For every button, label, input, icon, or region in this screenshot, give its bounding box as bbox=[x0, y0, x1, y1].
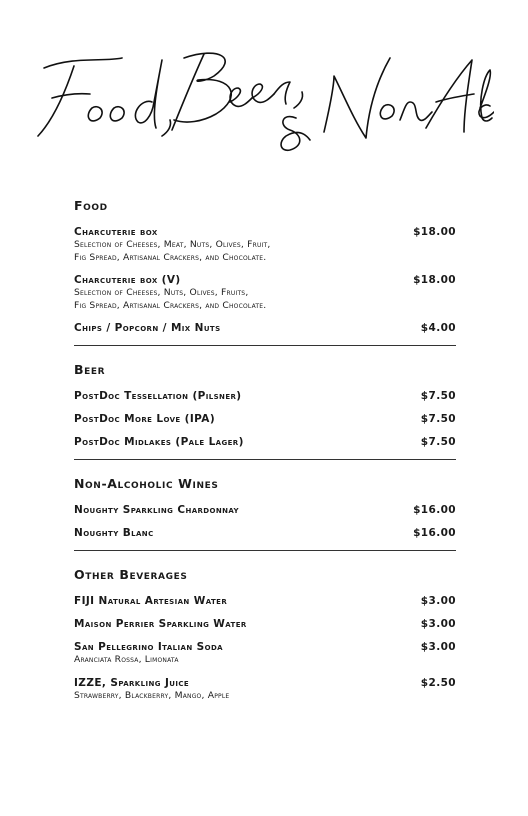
menu-item-text bbox=[74, 595, 412, 608]
item-name: PostDoc Midlakes (Pale Lager) bbox=[74, 436, 244, 448]
item-name: Maison Perrier Sparkling Water bbox=[74, 618, 247, 630]
menu-item-text bbox=[74, 274, 412, 312]
item-price: $16.00 bbox=[413, 527, 456, 539]
menu-section bbox=[74, 198, 456, 335]
menu-item bbox=[74, 226, 456, 264]
menu-item-text bbox=[74, 677, 412, 703]
menu-item bbox=[74, 274, 456, 312]
item-description: Fig Spread, Artisanal Crackers, and Chocolate. bbox=[74, 251, 267, 263]
menu-item bbox=[74, 677, 456, 703]
menu-item bbox=[74, 618, 456, 631]
menu-item bbox=[74, 527, 456, 540]
section-divider bbox=[74, 550, 456, 551]
menu-item bbox=[74, 413, 456, 426]
menu-item bbox=[74, 595, 456, 608]
section-divider bbox=[74, 345, 456, 346]
section-title: Food bbox=[74, 198, 108, 213]
item-price: $7.50 bbox=[420, 436, 456, 448]
item-price: $7.50 bbox=[420, 390, 456, 402]
menu-section bbox=[74, 362, 456, 449]
item-name: Charcuterie box bbox=[74, 226, 158, 238]
menu-item bbox=[74, 641, 456, 667]
menu-item bbox=[74, 436, 456, 449]
item-name: PostDoc More Love (IPA) bbox=[74, 413, 216, 425]
menu-item-text bbox=[74, 226, 412, 264]
item-price: $4.00 bbox=[420, 322, 456, 334]
item-name: PostDoc Tessellation (Pilsner) bbox=[74, 390, 242, 402]
item-price: $2.50 bbox=[420, 676, 456, 689]
menu-item-text bbox=[74, 527, 412, 540]
item-description: Selection of Cheeses, Nuts, Olives, Fruits, bbox=[74, 287, 249, 298]
item-description: Selection of Cheeses, Meat, Nuts, Olives, Fruit, bbox=[74, 239, 271, 250]
section-title: Other Beverages bbox=[74, 567, 188, 582]
menu bbox=[74, 198, 456, 712]
item-price: $3.00 bbox=[420, 641, 456, 653]
menu-item bbox=[74, 322, 456, 335]
item-price: $18.00 bbox=[413, 226, 456, 238]
menu-item-text bbox=[74, 641, 412, 667]
menu-item-text bbox=[74, 436, 412, 449]
section-title: Non-Alcoholic Wines bbox=[74, 476, 219, 491]
item-description: Fig Spread, Artisanal Crackers, and Chocolate. bbox=[74, 299, 267, 311]
menu-section bbox=[74, 567, 456, 702]
menu-item-text bbox=[74, 322, 412, 335]
item-name: Noughty Blanc bbox=[74, 527, 154, 539]
script-title-svg bbox=[34, 36, 494, 156]
item-name: San Pellegrino Italian Soda bbox=[74, 641, 223, 653]
item-price: $3.00 bbox=[420, 595, 456, 607]
menu-item-text bbox=[74, 413, 412, 426]
item-name: Charcuterie box (V) bbox=[74, 274, 181, 286]
menu-section bbox=[74, 476, 456, 540]
menu-item bbox=[74, 504, 456, 517]
menu-item-text bbox=[74, 504, 412, 517]
item-name: Noughty Sparkling Chardonnay bbox=[74, 504, 239, 516]
item-price: $3.00 bbox=[420, 618, 456, 630]
menu-item bbox=[74, 390, 456, 403]
item-name: IZZE, Sparkling Juice bbox=[74, 676, 190, 689]
item-name: Chips / Popcorn / Mix Nuts bbox=[74, 322, 221, 334]
menu-item-text bbox=[74, 390, 412, 403]
item-description: Strawberry, Blackberry, Mango, Apple bbox=[74, 689, 230, 701]
item-name: FIJI Natural Artesian Water bbox=[74, 595, 228, 607]
item-description: Aranciata Rossa, Limonata bbox=[74, 654, 179, 665]
item-price: $16.00 bbox=[413, 504, 456, 516]
item-price: $7.50 bbox=[420, 413, 456, 425]
section-title: Beer bbox=[74, 362, 106, 377]
section-divider bbox=[74, 459, 456, 460]
menu-title-script bbox=[34, 36, 494, 156]
menu-item-text bbox=[74, 618, 412, 631]
item-price: $18.00 bbox=[413, 274, 456, 286]
